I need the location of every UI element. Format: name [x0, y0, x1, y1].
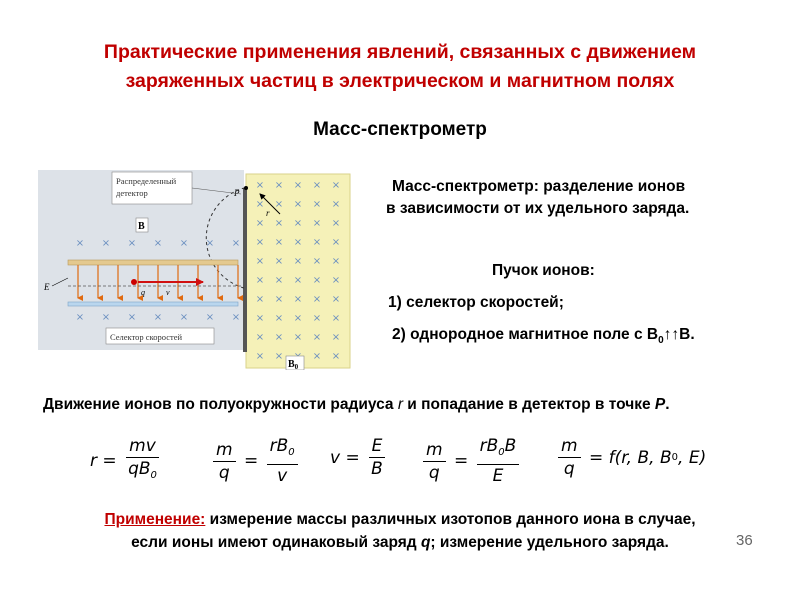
label-E: E — [44, 282, 50, 292]
slide-title-line-1: Практические применения явлений, связанных с движением — [103, 41, 697, 63]
selector-field-cross: × — [101, 312, 111, 323]
item2-subscript: 0 — [658, 335, 664, 346]
magnetic-field-cross: × — [255, 256, 265, 267]
slide-title — [20, 38, 780, 96]
f4-lhs-num: m — [423, 440, 446, 462]
selector-field-cross: × — [127, 312, 137, 323]
f1-denominator-sub: 0 — [150, 470, 157, 481]
label-B0: $B_0$ — [288, 359, 299, 370]
f4-num-b: B — [504, 436, 517, 456]
magnetic-field-cross: × — [255, 275, 265, 286]
detector-label-line-1: Распределенный — [116, 176, 177, 186]
motion-end: . — [665, 396, 670, 413]
application-paragraph — [20, 508, 780, 554]
magnetic-field-cross: × — [331, 332, 341, 343]
magnetic-field-cross: × — [255, 294, 265, 305]
formula-specific-charge-1: $\frac{m}{q}$ = $\frac{rB_0}{v}$ — [210, 436, 301, 486]
magnetic-field-cross: × — [274, 199, 284, 210]
magnetic-field-cross: × — [331, 351, 341, 362]
point-P-marker — [244, 186, 248, 190]
f4-num-a: rB — [479, 436, 499, 456]
f3-num: E — [369, 436, 386, 458]
slide-subtitle: Масс-спектрометр — [313, 119, 487, 140]
beam-label: Пучок ионов: — [492, 262, 595, 279]
magnetic-field-cross: × — [274, 180, 284, 191]
magnetic-field-cross: × — [331, 256, 341, 267]
magnetic-field-cross: × — [312, 180, 322, 191]
f5-lhs-den: q — [563, 459, 575, 479]
f5-rhs-sub: 0 — [671, 452, 679, 463]
selector-field-cross: × — [153, 238, 163, 249]
magnetic-field-cross: × — [274, 218, 284, 229]
f1-numerator: mv — [126, 436, 159, 458]
f1-lhs: r — [90, 451, 97, 471]
magnetic-field-cross: × — [312, 332, 322, 343]
formula-specific-charge-2: $\frac{m}{q}$ = $\frac{rB_0B}{E}$ — [420, 436, 522, 486]
top-capacitor-plate — [68, 260, 238, 265]
selector-field-cross: × — [127, 238, 137, 249]
magnetic-field-cross: × — [274, 332, 284, 343]
magnetic-field-cross: × — [274, 256, 284, 267]
f4-lhs-den: q — [428, 462, 440, 483]
magnetic-field-cross: × — [312, 199, 322, 210]
magnetic-field-cross: × — [331, 218, 341, 229]
magnetic-field-cross: × — [255, 237, 265, 248]
f2-num-sub: 0 — [288, 447, 295, 458]
application-line-1 — [20, 508, 780, 531]
magnetic-field-cross: × — [293, 256, 303, 267]
application-text-1: измерение массы различных изотопов данного иона в случае, — [205, 511, 696, 528]
f2-den: v — [277, 466, 288, 486]
application-text-2a: если ионы имеют одинаковый заряд — [131, 534, 421, 551]
selector-field-cross: × — [179, 312, 189, 323]
magnetic-field-cross: × — [331, 199, 341, 210]
selector-field-cross: × — [231, 238, 241, 249]
detector-label-line-2: детектор — [116, 188, 148, 198]
motion-sentence — [43, 396, 670, 414]
magnetic-field-cross: × — [293, 180, 303, 191]
item-velocity-selector: 1) селектор скоростей; — [388, 294, 564, 311]
f2-lhs-den: q — [218, 462, 230, 483]
formula-velocity: v = $\frac{E}{B}$ — [330, 436, 389, 479]
selector-field-cross: × — [153, 312, 163, 323]
magnetic-field-cross: × — [293, 332, 303, 343]
magnetic-field-cross: × — [255, 313, 265, 324]
magnetic-field-cross: × — [274, 275, 284, 286]
selector-field-cross: × — [75, 312, 85, 323]
magnetic-field-cross: × — [274, 237, 284, 248]
magnetic-field-cross: × — [312, 351, 322, 362]
f5-lhs-num: m — [558, 436, 581, 458]
motion-point-P: P — [654, 396, 666, 413]
selector-label: Селектор скоростей — [110, 332, 183, 342]
label-P: P — [234, 188, 240, 198]
item-magnetic-field — [392, 326, 695, 346]
f3-den: B — [371, 459, 383, 479]
magnetic-field-cross: × — [312, 313, 322, 324]
f2-num: rB — [269, 436, 289, 456]
ion-charge-q — [131, 279, 137, 285]
magnetic-field-cross: × — [293, 199, 303, 210]
magnetic-field-cross: × — [331, 294, 341, 305]
slide-title-line-2: заряженных частиц в электрическом и магнитном полях — [125, 70, 675, 92]
page-number: 36 — [736, 532, 753, 549]
bottom-capacitor-plate — [68, 302, 238, 306]
magnetic-field-cross: × — [293, 275, 303, 286]
label-r: r — [266, 208, 270, 218]
magnetic-field-cross: × — [312, 218, 322, 229]
formula-function: $\frac{m}{q}$ = f (r, B, B 0 , E) — [555, 436, 706, 479]
magnetic-field-cross: × — [274, 294, 284, 305]
mass-spectrometer-diagram — [38, 168, 354, 370]
definition-line-2: в зависимости от их удельного заряда. — [386, 200, 690, 217]
f5-rhs-args-a: (r, B, B — [614, 447, 672, 468]
magnetic-field-cross: × — [274, 313, 284, 324]
magnetic-field-cross: × — [331, 237, 341, 248]
application-q: q — [420, 534, 431, 551]
application-label: Применение: — [104, 511, 206, 528]
selector-field-cross: × — [231, 312, 241, 323]
f1-denominator: qB — [128, 459, 151, 479]
item2-prefix: 2) однородное магнитное поле с B — [392, 326, 659, 343]
magnetic-field-cross: × — [312, 275, 322, 286]
selector-field-cross: × — [205, 312, 215, 323]
selector-field-cross: × — [205, 238, 215, 249]
f4-den: E — [492, 466, 504, 486]
f5-rhs-args-b: , E) — [678, 447, 707, 468]
magnetic-field-cross: × — [255, 218, 265, 229]
magnetic-field-cross: × — [255, 199, 265, 210]
motion-prefix: Движение ионов по полуокружности радиуса — [43, 396, 398, 413]
application-text-2b: ; измерение удельного заряда. — [430, 534, 669, 551]
formula-radius: r = $\frac{mv}{qB_0}$ — [90, 436, 157, 481]
application-line-2 — [20, 531, 780, 554]
selector-field-cross: × — [179, 238, 189, 249]
definition-line-1: Масс-спектрометр: разделение ионов — [392, 178, 686, 195]
motion-radius-r: r — [397, 396, 403, 413]
f5-rhs-f: f — [608, 447, 615, 468]
magnetic-field-cross: × — [293, 294, 303, 305]
motion-mid: и попадание в детектор в точке — [403, 396, 655, 413]
magnetic-field-cross: × — [293, 313, 303, 324]
label-B: B — [138, 221, 145, 232]
magnetic-field-cross: × — [255, 351, 265, 362]
magnetic-field-cross: × — [293, 237, 303, 248]
label-q: q — [141, 288, 145, 297]
magnetic-field-cross: × — [312, 237, 322, 248]
magnetic-field-cross: × — [312, 294, 322, 305]
selector-field-cross: × — [75, 238, 85, 249]
magnetic-field-cross: × — [255, 180, 265, 191]
magnetic-field-cross: × — [255, 332, 265, 343]
f2-lhs-num: m — [213, 440, 236, 462]
magnetic-field-cross: × — [331, 180, 341, 191]
f3-lhs: v — [330, 447, 341, 468]
magnetic-field-cross: × — [293, 218, 303, 229]
selector-field-cross: × — [101, 238, 111, 249]
magnetic-field-cross: × — [312, 256, 322, 267]
magnetic-field-cross: × — [331, 313, 341, 324]
magnetic-field-cross: × — [331, 275, 341, 286]
f4-num-sub: 0 — [498, 447, 505, 458]
detector-plate — [243, 188, 247, 352]
item2-suffix: ↑↑B. — [663, 326, 695, 343]
label-v: v — [166, 288, 170, 297]
magnetic-field-cross: × — [274, 351, 284, 362]
